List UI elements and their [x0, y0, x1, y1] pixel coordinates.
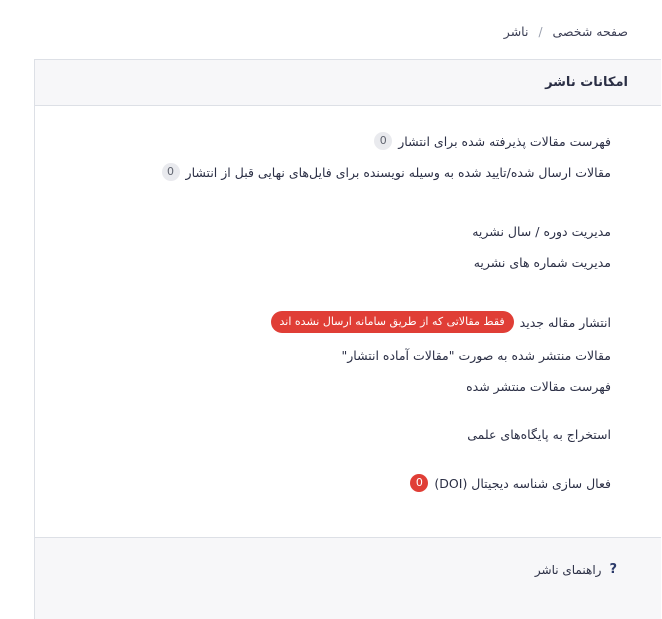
breadcrumb-home-link[interactable]: صفحه شخصی: [552, 24, 628, 39]
breadcrumb-current: ناشر: [503, 24, 529, 39]
published-ready-label: مقالات منتشر شده به صورت "مقالات آماده انتشار": [341, 348, 611, 363]
manage-issues-label: مدیریت شماره های نشریه: [473, 255, 611, 270]
accepted-articles-link[interactable]: [374, 132, 611, 150]
panel-footer: [35, 537, 661, 619]
doi-activation-label: فعال سازی شناسه دیجیتال (DOI): [434, 475, 611, 491]
publisher-help-label: راهنمای ناشر: [534, 562, 602, 577]
manage-issues-link[interactable]: [474, 255, 611, 270]
author-confirmed-articles-link[interactable]: [162, 163, 611, 181]
extract-indexes-label: استخراج به پایگاه‌های علمی: [467, 427, 611, 442]
doi-activation-link[interactable]: [410, 474, 611, 492]
question-mark-icon: ?: [609, 562, 617, 577]
extract-to-indexes-link[interactable]: [467, 427, 611, 442]
publisher-panel: [34, 59, 661, 619]
panel-title: امکانات ناشر: [545, 75, 628, 90]
breadcrumb: [504, 24, 628, 39]
panel-header: [35, 60, 661, 106]
manage-volume-link[interactable]: [472, 224, 611, 239]
accepted-articles-label: فهرست مقالات پذیرفته شده برای انتشار: [398, 133, 611, 149]
panel-body: [35, 106, 661, 537]
manage-volume-label: مدیریت دوره / سال نشریه: [472, 224, 611, 239]
published-ready-articles-link[interactable]: [341, 348, 611, 363]
publish-new-note-badge: فقط مقالاتی که از طریق سامانه ارسال نشده اند: [271, 311, 514, 333]
published-list-label: فهرست مقالات منتشر شده: [466, 379, 611, 394]
publish-new-article-link[interactable]: [271, 311, 611, 333]
author-confirmed-label: مقالات ارسال شده/تایید شده به وسیله نویسنده برای فایل‌های نهایی قبل از انتشار: [185, 164, 611, 180]
doi-count-badge: 0: [410, 474, 428, 492]
author-confirmed-count-badge: 0: [162, 163, 180, 181]
accepted-articles-count-badge: 0: [374, 132, 392, 150]
publisher-help-link[interactable]: [535, 562, 617, 577]
publish-new-label: انتشار مقاله جدید: [519, 314, 611, 330]
published-articles-list-link[interactable]: [466, 379, 611, 394]
breadcrumb-separator: /: [538, 24, 543, 39]
